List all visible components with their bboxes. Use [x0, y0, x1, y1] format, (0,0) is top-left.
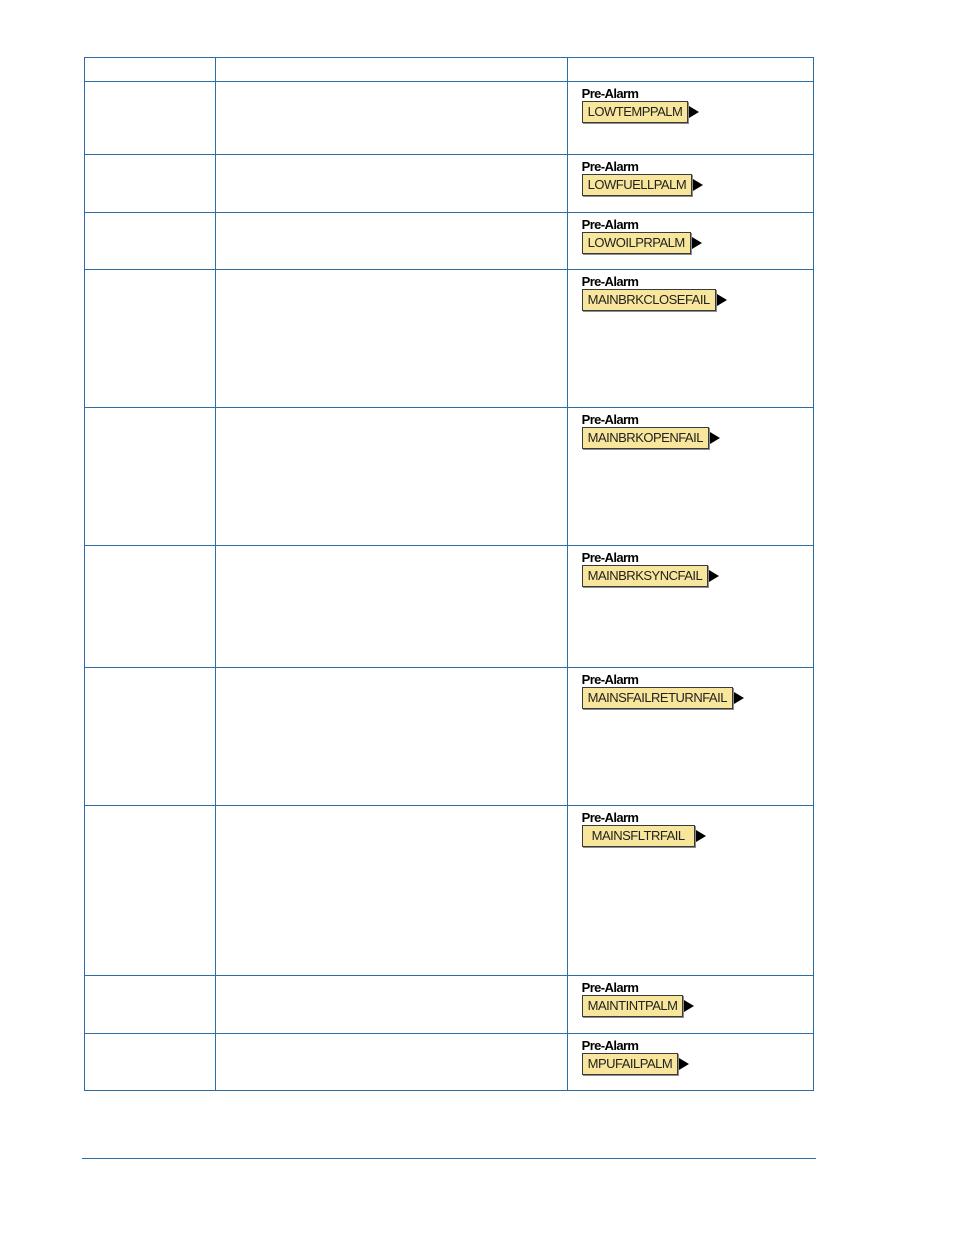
name-cell: [85, 270, 216, 408]
name-cell: [85, 408, 216, 546]
logic-cell: [567, 668, 813, 806]
table-row: [85, 155, 814, 213]
description-cell: [216, 976, 567, 1034]
output-arrow-icon: [689, 106, 699, 118]
logic-cell: [567, 213, 813, 270]
table-row: [85, 408, 814, 546]
description-cell: [216, 668, 567, 806]
table-row: [85, 668, 814, 806]
logic-signal: [568, 981, 813, 1017]
logic-signal: [568, 673, 813, 709]
logic-signal: [568, 87, 813, 123]
alarm-table: [84, 57, 814, 1091]
category-label: Pre-Alarm: [581, 1038, 639, 1053]
description-cell: [216, 82, 567, 155]
table-row: [85, 546, 814, 668]
table-row: [85, 270, 814, 408]
output-arrow-icon: [693, 179, 703, 191]
table-row: [85, 213, 814, 270]
category-label: Pre-Alarm: [581, 274, 639, 289]
signal-tag: MAINBRKCLOSEFAIL: [582, 289, 716, 311]
description-cell: [216, 546, 567, 668]
category-label: Pre-Alarm: [581, 217, 639, 232]
category-label: Pre-Alarm: [581, 980, 639, 995]
logic-signal: [568, 811, 813, 847]
name-cell: [85, 213, 216, 270]
logic-signal: [568, 1039, 813, 1075]
name-cell: [85, 546, 216, 668]
signal-tag: MAINSFAILRETURNFAIL: [582, 687, 733, 709]
output-arrow-icon: [692, 237, 702, 249]
output-arrow-icon: [709, 570, 719, 582]
logic-cell: [567, 1034, 813, 1091]
signal-tag: MPUFAILPALM: [582, 1053, 679, 1075]
category-label: Pre-Alarm: [581, 672, 639, 687]
table-row: [85, 82, 814, 155]
category-label: Pre-Alarm: [581, 159, 639, 174]
output-arrow-icon: [710, 432, 720, 444]
name-cell: [85, 976, 216, 1034]
logic-cell: [567, 270, 813, 408]
name-cell: [85, 668, 216, 806]
footer-divider: [82, 1158, 816, 1159]
signal-tag: MAINSFLTRFAIL: [582, 825, 695, 847]
signal-tag: LOWFUELLPALM: [582, 174, 693, 196]
name-cell: [85, 82, 216, 155]
description-cell: [216, 213, 567, 270]
name-cell: [85, 806, 216, 976]
description-cell: [216, 806, 567, 976]
output-arrow-icon: [684, 1000, 694, 1012]
table-row: [85, 806, 814, 976]
description-cell: [216, 408, 567, 546]
logic-cell: [567, 806, 813, 976]
category-label: Pre-Alarm: [581, 412, 639, 427]
logic-signal: [568, 218, 813, 254]
output-arrow-icon: [734, 692, 744, 704]
logic-signal: [568, 551, 813, 587]
category-label: Pre-Alarm: [581, 810, 639, 825]
logic-signal: [568, 275, 813, 311]
logic-cell: [567, 546, 813, 668]
logic-signal: [568, 160, 813, 196]
header-cell: [216, 58, 567, 82]
logic-cell: [567, 408, 813, 546]
header-cell: [567, 58, 813, 82]
category-label: Pre-Alarm: [581, 86, 639, 101]
description-cell: [216, 270, 567, 408]
logic-cell: [567, 155, 813, 213]
signal-tag: MAINTINTPALM: [582, 995, 684, 1017]
signal-tag: MAINBRKSYNCFAIL: [582, 565, 709, 587]
logic-cell: [567, 976, 813, 1034]
signal-tag: LOWOILPRPALM: [582, 232, 691, 254]
name-cell: [85, 155, 216, 213]
signal-tag: MAINBRKOPENFAIL: [582, 427, 709, 449]
table-row: [85, 1034, 814, 1091]
table-row: [85, 976, 814, 1034]
logic-signal: [568, 413, 813, 449]
logic-cell: [567, 82, 813, 155]
description-cell: [216, 155, 567, 213]
name-cell: [85, 1034, 216, 1091]
signal-tag: LOWTEMPPALM: [582, 101, 689, 123]
table-header-row: [85, 58, 814, 82]
header-cell: [85, 58, 216, 82]
output-arrow-icon: [679, 1058, 689, 1070]
output-arrow-icon: [717, 294, 727, 306]
output-arrow-icon: [696, 830, 706, 842]
description-cell: [216, 1034, 567, 1091]
category-label: Pre-Alarm: [581, 550, 639, 565]
